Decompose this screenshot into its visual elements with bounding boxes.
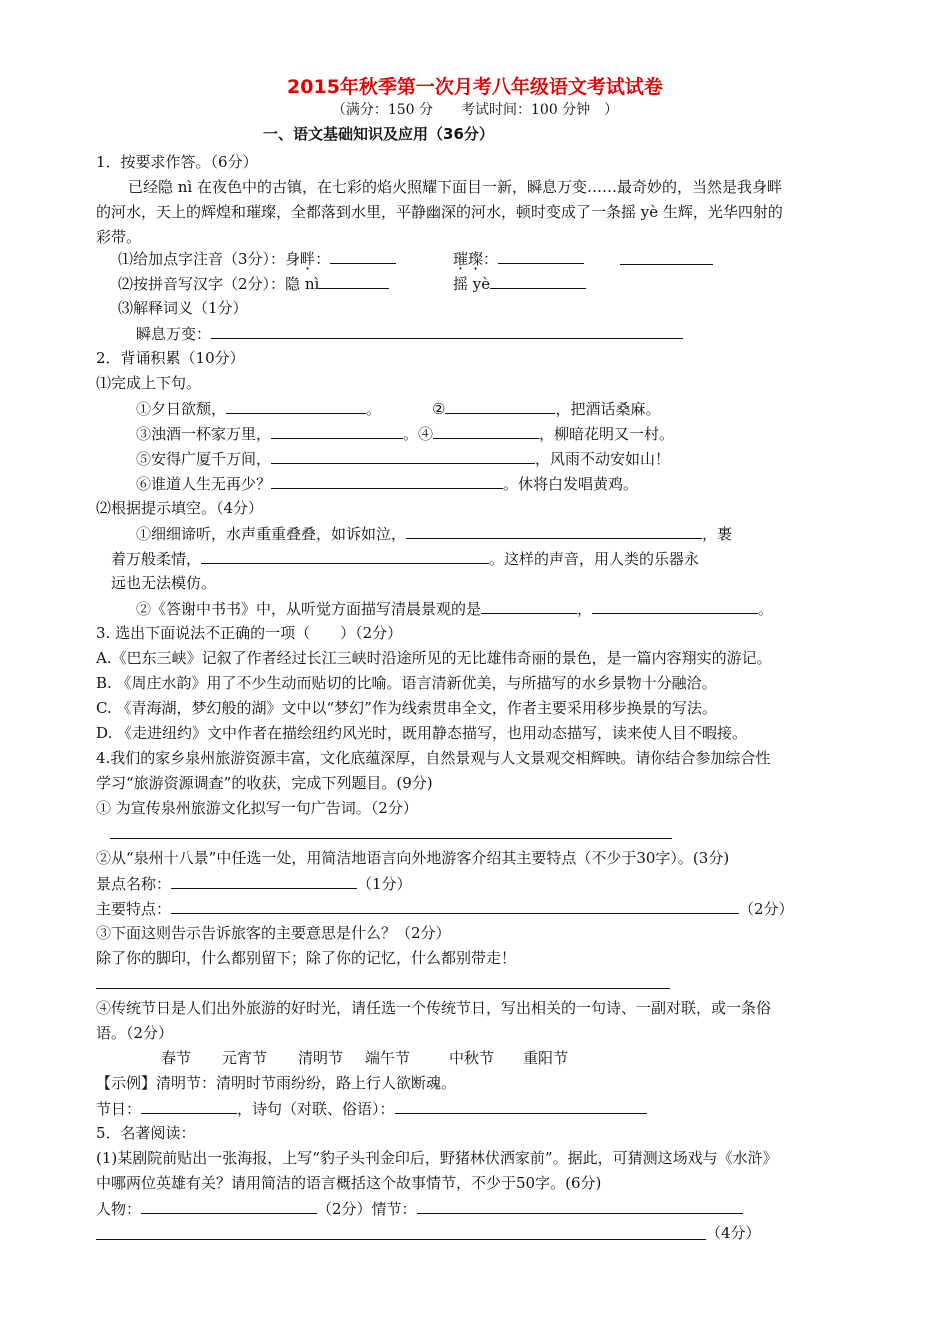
q1-part3	[136, 323, 683, 344]
q5-line2: 中哪两位英雄有关？请用简洁的语言概括这个故事情节，不少于50字。(6分)	[96, 1174, 602, 1192]
answer-blank[interactable]	[319, 273, 389, 289]
answer-blank[interactable]	[490, 273, 586, 289]
q4-heading-line2: 学习“旅游资源调查”的收获，完成下列题目。(9分)	[96, 774, 433, 792]
q3-heading: 3. 选出下面说法不正确的一项（ ）（2分）	[96, 624, 403, 642]
q3-option-a: A.《巴东三峡》记叙了作者经过长江三峡时沿途所见的无比雄伟奇丽的景色，是一篇内容翔实的游记。	[96, 649, 772, 667]
term-label: 瞬息万变：	[136, 325, 212, 343]
score-text: （2分）情节：	[317, 1200, 417, 1218]
q1-heading: 1．按要求作答。（6分）	[96, 153, 258, 171]
answer-line[interactable]	[96, 988, 670, 989]
item-text: 。这样的声音，用人类的乐器永	[489, 550, 700, 568]
q4-item2-name	[96, 873, 412, 894]
q1-part3-label: ⑶解释词义（1分）	[118, 299, 248, 317]
q4-item4-line1: ④传统节日是人们出外旅游的好时光，请任选一个传统节日，写出相关的一句诗、一副对联，或一条俗	[96, 999, 772, 1017]
score-text: （2分）	[739, 900, 794, 918]
dotted-char: 璨	[468, 250, 484, 268]
answer-blank[interactable]	[271, 448, 535, 464]
q4-item1: ① 为宣传泉州旅游文化拟写一句广告词。（2分）	[96, 799, 418, 817]
item-text: ⑥谁道人生无再少？	[136, 475, 272, 493]
q4-heading-line1: 4.我们的家乡泉州旅游资源丰富，文化底蕴深厚，自然景观与人文景观交相辉映。请你结合参加综合性	[96, 749, 771, 767]
q1-part2-second	[453, 273, 586, 294]
answer-blank[interactable]	[395, 1098, 647, 1114]
item-text: 着万般柔情，	[111, 550, 202, 568]
field-label: ，诗句（对联、俗语）：	[237, 1100, 395, 1118]
field-label: 人物：	[96, 1200, 142, 1218]
answer-blank[interactable]	[406, 523, 702, 539]
item-text: 。	[758, 600, 774, 618]
section-heading: 一、语文基础知识及应用（36分）	[263, 125, 494, 143]
q4-example: 【示例】清明节：清明时节雨纷纷，路上行人欲断魂。	[96, 1074, 457, 1092]
item-text: 。④	[403, 425, 434, 443]
answer-blank[interactable]	[226, 398, 366, 414]
item-text: ，风雨不动安如山！	[535, 450, 671, 468]
q1-passage-line1: 已经隐 nì 在夜色中的古镇，在七彩的焰火照耀下面目一新，瞬息万变……最奇妙的，当然是我身畔	[128, 178, 782, 196]
q5-person-row	[96, 1198, 743, 1219]
answer-blank[interactable]	[417, 1198, 743, 1214]
answer-blank[interactable]	[620, 264, 713, 265]
answer-blank[interactable]	[433, 423, 539, 439]
q2-item1	[136, 398, 381, 419]
q2-item6	[136, 473, 638, 494]
festival-5: 中秋节	[449, 1049, 495, 1067]
item-text: 。	[366, 400, 382, 418]
q2-item5	[136, 448, 670, 469]
q4-item3: ③下面这则告示告诉旅客的主要意思是什么？（2分）	[96, 924, 451, 942]
exam-subtitle: （满分：150 分 考试时间：100 分钟 ）	[331, 102, 619, 118]
item-text: ，把酒话桑麻。	[555, 400, 661, 418]
q2-b4	[136, 598, 773, 619]
answer-blank[interactable]	[271, 423, 403, 439]
festival-4: 端午节	[365, 1049, 411, 1067]
colon: ：	[315, 250, 331, 268]
item-text: ，	[577, 600, 593, 618]
item-text: ⑤安得广厦千万间，	[136, 450, 272, 468]
q2-sub1: ⑴完成上下句。	[96, 374, 202, 392]
item-text: ，柳暗花明又一村。	[539, 425, 675, 443]
q1-part2-word: 摇 yè	[453, 275, 491, 293]
q2-item2	[432, 398, 660, 419]
answer-blank[interactable]	[271, 473, 503, 489]
festival-3: 清明节	[298, 1049, 344, 1067]
item-text: ①夕日欲颓，	[136, 400, 227, 418]
item-text: ①细细谛听，水声重重叠叠，如诉如泣，	[136, 525, 407, 543]
q4-festival-answer	[96, 1098, 647, 1119]
q2-b1	[136, 523, 732, 544]
item-text: ，裹	[702, 525, 733, 543]
q1-passage-line3: 彩带。	[96, 228, 142, 246]
q5-heading: 5．名著阅读：	[96, 1124, 196, 1142]
q4-item2: ②从“泉州十八景”中任选一处，用简洁地语言向外地游客介绍其主要特点（不少于30字）。(3分)	[96, 849, 730, 867]
answer-blank[interactable]	[201, 548, 489, 564]
answer-blank[interactable]	[445, 398, 555, 414]
item-text: 。休将白发唱黄鸡。	[503, 475, 639, 493]
field-label: 节日：	[96, 1100, 142, 1118]
q1-part1-second	[453, 248, 584, 269]
answer-blank[interactable]	[481, 598, 577, 614]
q2-b3: 远也无法模仿。	[111, 574, 217, 592]
answer-line[interactable]	[96, 1239, 706, 1240]
dotted-char: 畔	[300, 250, 316, 268]
answer-blank[interactable]	[330, 248, 396, 264]
item-text: ②	[432, 400, 446, 418]
q3-option-b: B. 《周庄水韵》用了不少生动而贴切的比喻。语言清新优美，与所描写的水乡景物十分融洽。	[96, 674, 717, 692]
q1-part1	[118, 248, 396, 269]
item-text: ②《答谢中书书》中，从听觉方面描写清晨景观的是	[136, 600, 482, 618]
q1-passage-line2: 的河水，天上的辉煌和璀璨，全都落到水里，平静幽深的河水，顿时变成了一条摇 yè 生辉，光华四射的	[96, 203, 783, 221]
q2-b2	[111, 548, 699, 569]
exam-title: 2015年秋季第一次月考八年级语文考试试卷	[287, 76, 663, 98]
festival-2: 元宵节	[222, 1049, 268, 1067]
q4-item4-line2: 语。（2分）	[96, 1024, 174, 1042]
q1-part2	[118, 273, 389, 294]
answer-blank[interactable]	[211, 323, 683, 339]
q3-option-d: D. 《走进纽约》文中作者在描绘纽约风光时，既用静态描写，也用动态描写，读来使人目不暇接。	[96, 724, 748, 742]
festival-1: 春节	[161, 1049, 192, 1067]
score-text: （1分）	[357, 875, 412, 893]
answer-blank[interactable]	[171, 873, 357, 889]
colon: ：	[483, 250, 499, 268]
answer-blank[interactable]	[141, 1198, 317, 1214]
item-text: ③浊酒一杯家万里，	[136, 425, 272, 443]
q4-item2-feature	[96, 898, 794, 919]
answer-blank[interactable]	[498, 248, 584, 264]
q2-sub2: ⑵根据提示填空。（4分）	[96, 499, 264, 517]
festival-6: 重阳节	[523, 1049, 569, 1067]
q5-last-score: （4分）	[706, 1224, 761, 1242]
q1-part2-label: ⑵按拼音写汉字（2分）：隐 nì	[118, 275, 320, 293]
q2-item3	[136, 423, 674, 444]
answer-line[interactable]	[110, 838, 672, 839]
q4-item3-notice: 除了你的脚印，什么都别留下；除了你的记忆，什么都别带走！	[96, 949, 517, 967]
q2-heading: 2．背诵积累（10分）	[96, 349, 245, 367]
field-label: 景点名称：	[96, 875, 172, 893]
answer-blank[interactable]	[141, 1098, 237, 1114]
dotted-char: 璀	[453, 250, 469, 268]
answer-blank[interactable]	[171, 898, 739, 914]
field-label: 主要特点：	[96, 900, 172, 918]
q5-line1: (1)某剧院前贴出一张海报，上写“豹子头刊金印后，野猪林伏洒家前”。据此，可猜测这场戏与《水浒》	[96, 1149, 778, 1167]
q1-part1-label: ⑴给加点字注音（3分）：身	[118, 250, 301, 268]
answer-blank[interactable]	[592, 598, 758, 614]
q3-option-c: C. 《青海湖，梦幻般的湖》文中以“梦幻”作为线索贯串全文，作者主要采用移步换景的写法。	[96, 699, 717, 717]
